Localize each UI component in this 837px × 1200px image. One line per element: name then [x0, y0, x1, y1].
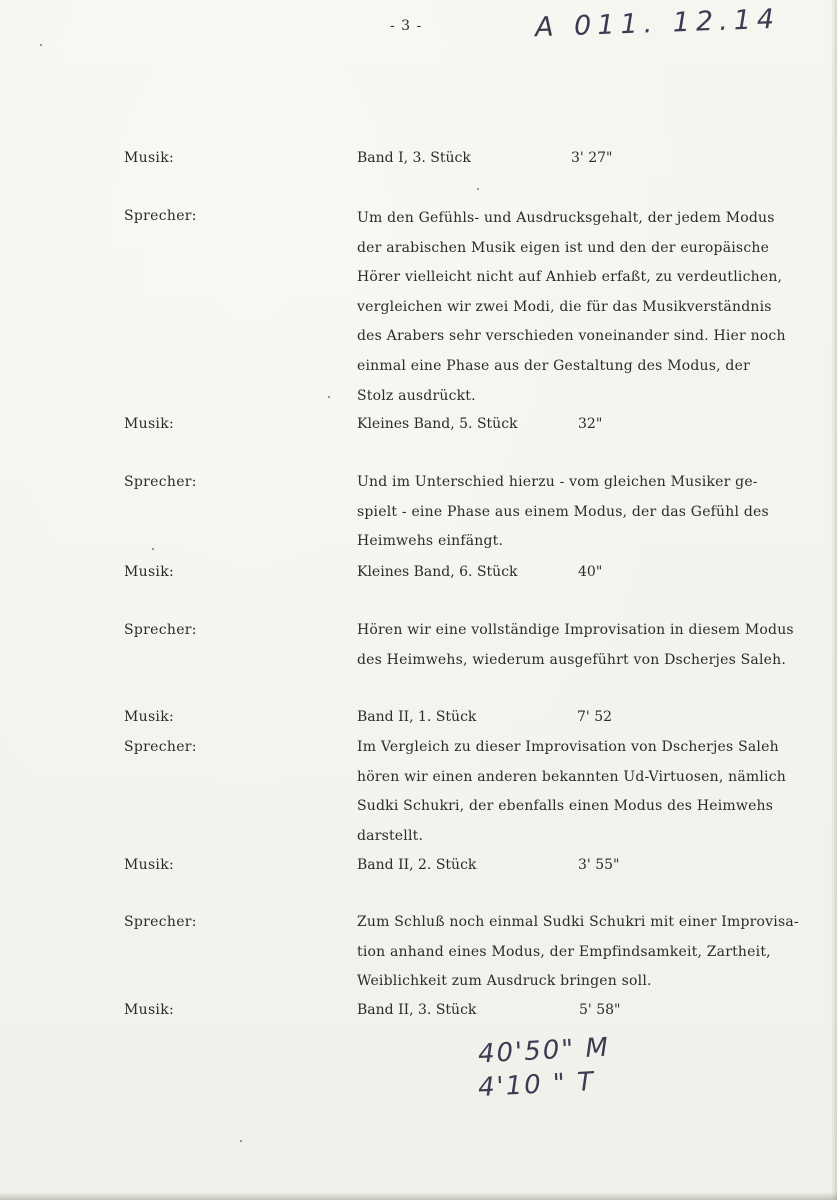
music-duration: 3' 55": [578, 857, 620, 873]
text-line: der arabischen Musik eigen ist und den der europäische: [357, 239, 770, 256]
text-line: tion anhand eines Modus, der Empfindsamkeit, Zartheit,: [357, 943, 771, 960]
text-line: des Arabers sehr verschieden voneinander sind. Hier noch: [357, 328, 786, 345]
text-line: hören wir einen anderen bekannten Ud-Virtuosen, nämlich: [357, 768, 786, 785]
spoken-text: [357, 733, 827, 851]
spoken-text: [357, 468, 827, 557]
music-duration: 5' 58": [579, 1002, 621, 1018]
speaker-label: Musik:: [124, 416, 175, 432]
text-line: einmal eine Phase aus der Gestaltung des Modus, der: [357, 357, 750, 374]
speaker-label: Musik:: [124, 564, 175, 580]
text-line: des Heimwehs, wiederum ausgeführt von Dscherjes Saleh.: [357, 651, 786, 668]
paper-speck: [152, 548, 154, 550]
text-line: Stolz ausdrückt.: [357, 387, 476, 404]
spoken-text: [357, 908, 827, 997]
paper-speck: [40, 44, 42, 46]
text-line: Heimwehs einfängt.: [357, 533, 504, 550]
text-line: Um den Gefühls- und Ausdrucksgehalt, der jedem Modus: [357, 210, 775, 226]
text-line: Zum Schluß noch einmal Sudki Schukri mit einer Improvisa-: [357, 914, 799, 930]
text-line: Und im Unterschied hierzu - vom gleichen Musiker ge-: [357, 474, 758, 490]
text-line: Weiblichkeit zum Ausdruck bringen soll.: [357, 973, 652, 990]
music-source: Band II, 2. Stück: [357, 857, 477, 873]
paper-speck: [477, 188, 479, 190]
text-line: spielt - eine Phase aus einem Modus, der das Gefühl des: [357, 503, 769, 520]
paper-speck: [240, 1140, 242, 1142]
handwritten-total-music: 40'50" M: [477, 1032, 611, 1070]
music-source: Band II, 1. Stück: [357, 709, 477, 725]
spoken-text: [357, 204, 827, 411]
text-line: Hören wir eine vollständige Improvisation in diesem Modus: [357, 622, 794, 638]
music-duration: 40": [578, 564, 603, 580]
music-source: Kleines Band, 6. Stück: [357, 564, 518, 580]
speaker-label: Musik:: [124, 857, 175, 873]
page-number: - 3 -: [390, 18, 423, 34]
text-line: vergleichen wir zwei Modi, die für das Musikverständnis: [357, 298, 772, 315]
music-source: Band I, 3. Stück: [357, 150, 471, 166]
spoken-text: [357, 616, 827, 675]
music-source: Kleines Band, 5. Stück: [357, 416, 518, 432]
speaker-label: Sprecher:: [124, 474, 197, 490]
music-duration: 7' 52: [577, 709, 613, 725]
handwritten-archive-code: A 011. 12.14: [534, 3, 781, 44]
speaker-label: Sprecher:: [124, 739, 197, 755]
paper-edge-shadow: [831, 0, 837, 1200]
text-line: Hörer vielleicht nicht auf Anhieb erfaßt, zu verdeutlichen,: [357, 269, 783, 286]
speaker-label: Musik:: [124, 150, 175, 166]
music-duration: 3' 27": [571, 150, 613, 166]
speaker-label: Musik:: [124, 1002, 175, 1018]
music-source: Band II, 3. Stück: [357, 1002, 477, 1018]
music-duration: 32": [578, 416, 603, 432]
text-line: Im Vergleich zu dieser Improvisation von Dscherjes Saleh: [357, 739, 779, 755]
speaker-label: Musik:: [124, 709, 175, 725]
speaker-label: Sprecher:: [124, 622, 197, 638]
text-line: darstellt.: [357, 827, 424, 844]
handwritten-total-text: 4'10 " T: [477, 1066, 596, 1104]
paper-speck: [328, 396, 330, 398]
speaker-label: Sprecher:: [124, 208, 197, 224]
paper-bottom-shadow: [0, 1192, 837, 1200]
text-line: Sudki Schukri, der ebenfalls einen Modus des Heimwehs: [357, 798, 774, 815]
speaker-label: Sprecher:: [124, 914, 197, 930]
